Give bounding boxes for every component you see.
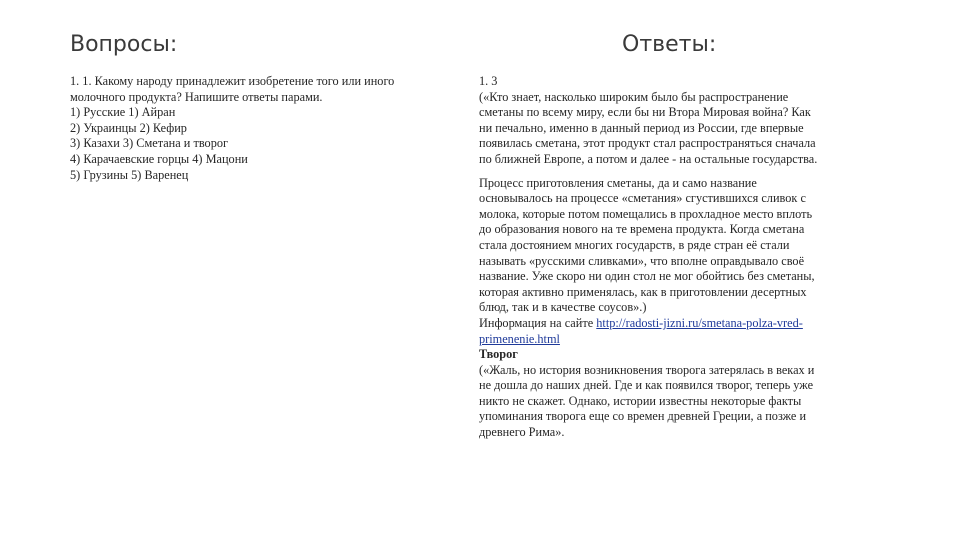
question-line: 2) Украинцы 2) Кефир: [70, 120, 187, 135]
answer-line: сметаны по всему миру, если бы ни Втора Мировая война? Как: [479, 105, 811, 120]
source-line-continued: [479, 332, 879, 348]
answer-line: не дошла до наших дней. Где и как появился творог, теперь уже: [479, 378, 814, 393]
tvorog-title: Творог: [479, 347, 518, 362]
question-line: 3) Казахи 3) Сметана и творог: [70, 136, 229, 151]
source-link-continued[interactable]: primenenie.html: [479, 331, 560, 346]
answer-line: блюд, так и в качестве соусов».): [479, 300, 647, 315]
answer-line: по ближней Европе, а потом и далее - на остальные государства.: [479, 151, 818, 166]
answer-line: называть «русскими сливками», что вполне оправдывало своё: [479, 253, 805, 268]
answers-block: [479, 74, 879, 441]
source-line: [479, 316, 879, 332]
answer-line: («Кто знает, насколько широким было бы распространение: [479, 89, 789, 104]
questions-heading: Вопросы:: [70, 32, 178, 57]
paragraph-spacer: [479, 168, 879, 176]
answer-line: которая активно применялась, как в приготовлении десертных: [479, 284, 807, 299]
answer-line: («Жаль, но история возникновения творога затерялась в веках и: [479, 362, 815, 377]
answer-line: ни печально, именно в данный период из России, где впервые: [479, 120, 804, 135]
answer-line: стала достоянием многих государств, в ряде стран её стали: [479, 237, 790, 252]
answer-line: название. Уже скоро ни один стол не мог обойтись без сметаны,: [479, 269, 815, 284]
answer-line: древнего Рима».: [479, 425, 565, 440]
question-line: 5) Грузины 5) Варенец: [70, 167, 189, 182]
answer-line: до образования нового на те времена продукта. Когда сметана: [479, 222, 805, 237]
answer-line: основывалось на процессе «сметания» сгустившихся сливок с: [479, 191, 806, 206]
answer-line: появилась сметана, этот продукт стал распространяться сначала: [479, 136, 816, 151]
answers-heading: Ответы:: [622, 32, 717, 57]
answer-paragraph-process: [479, 176, 879, 441]
source-prefix: Информация на сайте: [479, 315, 597, 330]
question-line: 1) Русские 1) Айран: [70, 105, 176, 120]
questions-block: [70, 74, 450, 183]
answer-line: никто не скажет. Однако, истории известны некоторые факты: [479, 393, 802, 408]
source-link[interactable]: http://radosti-jizni.ru/smetana-polza-vred-: [596, 315, 803, 330]
answer-line: Процесс приготовления сметаны, да и само название: [479, 175, 757, 190]
answer-paragraph-smetana: [479, 74, 879, 168]
question-line: 1. 1. Какому народу принадлежит изобретение того или иного: [70, 74, 395, 88]
question-line: 4) Карачаевские горцы 4) Мацони: [70, 151, 248, 166]
answer-line: молока, которые потом помещались в прохладное место вплоть: [479, 206, 813, 221]
answer-line: упоминания творога еще со времен древней Греции, а позже и: [479, 409, 807, 424]
answer-line: 1. 3: [479, 74, 498, 88]
question-line: молочного продукта? Напишите ответы парами.: [70, 89, 323, 104]
